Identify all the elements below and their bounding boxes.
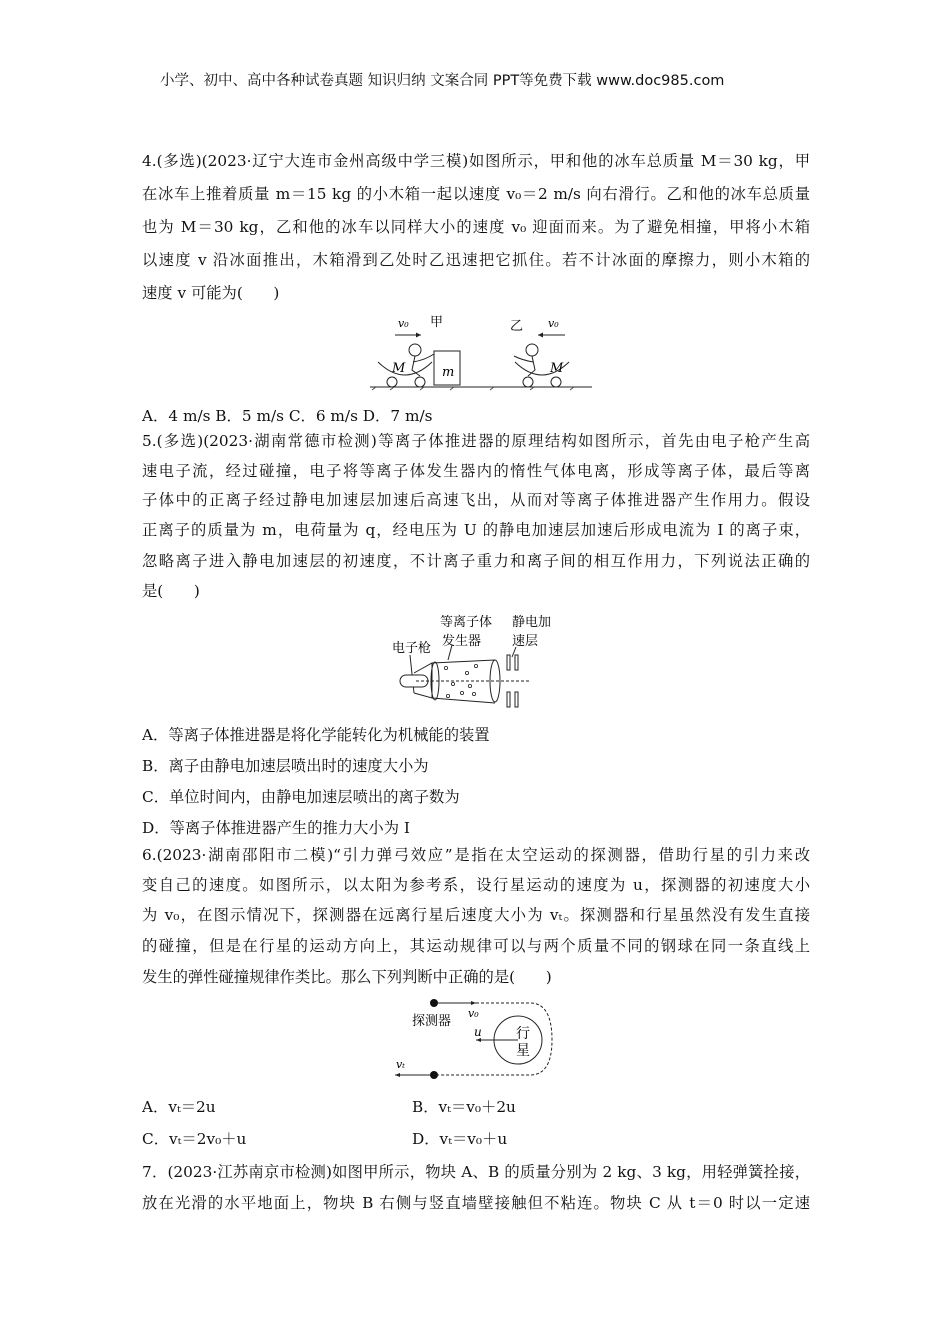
q7-line: 放在光滑的水平地面上，物块 B 右侧与竖直墙壁接触但不粘连。物块 C 从 t＝0 时以一定速 [142,1194,810,1212]
mass-m-label: m [442,365,455,380]
vt-label: vₜ [396,1058,405,1071]
q4-line: 4.(多选)(2023·辽宁大连市金州高级中学三模)如图所示，甲和他的冰车总质量 M＝30 kg，甲 [142,152,810,170]
q6-line: 发生的弹性碰撞规律作类比。那么下列判断中正确的是( ) [142,968,552,986]
accelerator-label: 速层 [512,634,539,649]
q4-line: 以速度 v 沿冰面推出，木箱滑到乙处时乙迅速把它抓住。若不计冰面的摩擦力，则小木箱的 [142,251,810,269]
q5-option-d: D．等离子体推进器产生的推力大小为 I [142,819,410,837]
planet-label: 行 [516,1026,530,1042]
v0-label: v₀ [548,317,559,330]
u-label: u [474,1025,482,1039]
q5-option-a: A．等离子体推进器是将化学能转化为机械能的装置 [142,726,490,744]
q6-line: 6.(2023·湖南邵阳市二模)“引力弹弓效应”是指在太空运动的探测器，借助行星的引力来改 [142,846,810,864]
page-header: 小学、初中、高中各种试卷真题 知识归纳 文案合同 PPT等免费下载 www.doc985.com [160,73,725,89]
mass-M-label: M [550,361,564,376]
v0-label: v₀ [398,317,409,330]
generator-label: 等离子体 [440,615,493,630]
q6-line: 为 v₀，在图示情况下，探测器在远离行星后速度大小为 vₜ。探测器和行星虽然没有发生直接 [142,906,810,924]
q5-option-b: B．离子由静电加速层喷出时的速度大小为 [142,757,429,775]
q4-options: A．4 m/s B．5 m/s C．6 m/s D．7 m/s [142,407,433,425]
q5-line: 速电子流，经过碰撞，电子将等离子体发生器内的惰性气体电离，形成等离子体，最后等离 [142,462,810,480]
q7-line: 7．(2023·江苏南京市检测)如图甲所示，物块 A、B 的质量分别为 2 kg、3 kg，用轻弹簧拴接， [142,1163,810,1181]
q6-option-a: A．vₜ＝2u [142,1098,216,1116]
q4-line: 也为 M＝30 kg，乙和他的冰车以同样大小的速度 v₀ 迎面而来。为了避免相撞，甲将小木箱 [142,218,810,236]
yi-label: 乙 [510,319,524,334]
q4-line: 速度 v 可能为( ) [142,284,280,302]
q6-option-d: D．vₜ＝v₀＋u [412,1130,508,1148]
q6-line: 变自己的速度。如图所示，以太阳为参考系，设行星运动的速度为 u，探测器的初速度大小 [142,876,810,894]
accelerator-label: 静电加 [512,615,552,630]
q6-line: 的碰撞，但是在行星的运动方向上，其运动规律可以与两个质量不同的钢球在同一条直线上 [142,937,810,955]
q5-option-c: C．单位时间内，由静电加速层喷出的离子数为 [142,788,460,806]
q5-line: 忽略离子进入静电加速层的初速度，不计离子重力和离子间的相互作用力，下列说法正确的 [142,552,810,570]
q5-line: 正离子的质量为 m，电荷量为 q，经电压为 U 的静电加速层加速后形成电流为 I 的离子束， [142,521,810,539]
jia-label: 甲 [430,315,444,330]
v0-label: v₀ [468,1007,479,1020]
generator-label: 发生器 [442,634,482,649]
mass-M-label: M [392,361,406,376]
q5-line: 是( ) [142,582,200,600]
q6-option-c: C．vₜ＝2v₀＋u [142,1130,247,1148]
q4-line: 在冰车上推着质量 m＝15 kg 的小木箱一起以速度 v₀＝2 m/s 向右滑行。乙和他的冰车总质量 [142,185,810,203]
probe-label: 探测器 [412,1014,452,1029]
q5-line: 5.(多选)(2023·湖南常德市检测)等离子体推进器的原理结构如图所示，首先由电子枪产生高 [142,432,810,450]
gravity-slingshot-figure [380,995,600,1085]
q5-line: 子体中的正离子经过静电加速层加速后高速飞出，从而对等离子体推进器产生作用力。假设 [142,491,810,509]
plasma-thruster-figure [380,605,580,715]
planet-label: 星 [516,1043,530,1059]
q6-option-b: B．vₜ＝v₀＋2u [412,1098,516,1116]
ice-cart-figure [360,310,600,392]
electron-gun-label: 电子枪 [392,641,432,656]
